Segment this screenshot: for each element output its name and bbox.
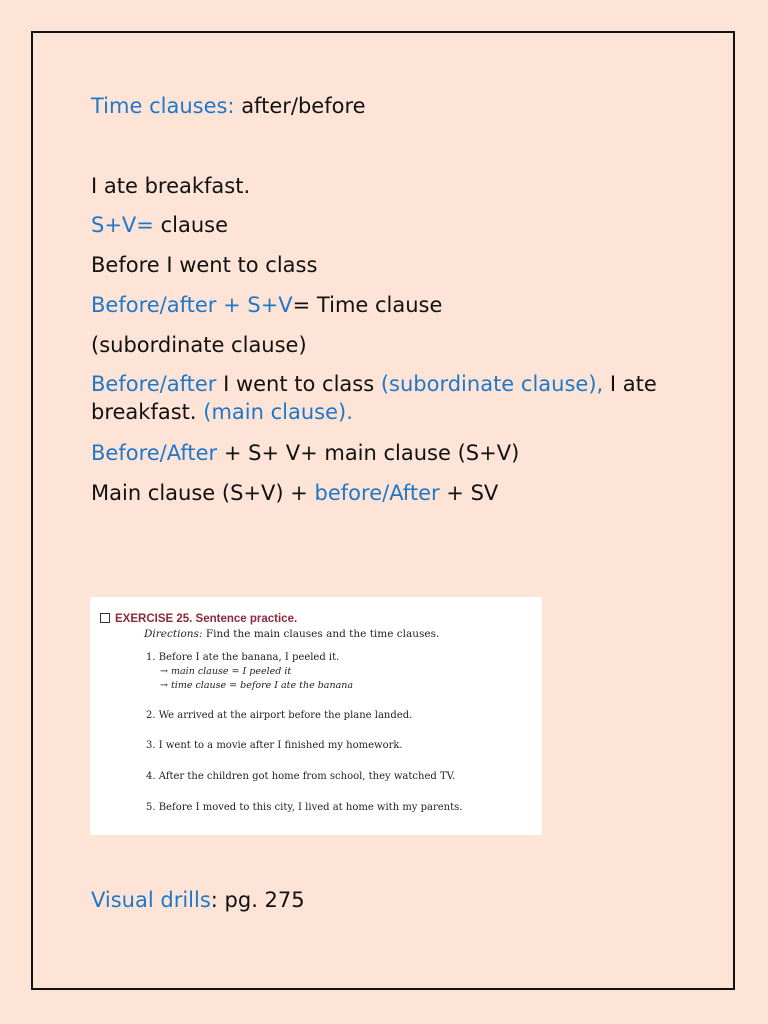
time-clause-formula: Before/after + S+V [91,293,293,317]
example-connector: Before/after [91,372,217,396]
line-example-sentence [91,370,671,426]
exercise-item-2: 2. We arrived at the airport before the plane landed. [146,710,413,721]
sv-clause-text: clause [153,213,228,237]
line-main-clause-rule [91,479,498,507]
exercise-item-5: 5. Before I moved to this city, I lived at home with my parents. [146,802,463,813]
exercise-item-1-time: → time clause = before I ate the banana [160,680,354,691]
heading [91,92,366,120]
heading-label: Time clauses: [91,94,235,118]
exercise-title: EXERCISE 25. Sentence practice. [100,613,297,625]
example-sub-text: I went to class [216,372,381,396]
example-main-label: (main clause). [203,400,353,424]
rule2-connector: before/After [314,481,440,505]
checkbox-icon [100,613,110,623]
exercise-item-4: 4. After the children got home from school, they watched TV. [146,771,456,782]
exercise-item-1: 1. Before I ate the banana, I peeled it. [146,652,340,663]
exercise-item-3: 3. I went to a movie after I finished my homework. [146,740,403,751]
footer-visual-drills [91,886,305,914]
line-before-after-rule [91,439,519,467]
exercise-directions: Directions: Find the main clauses and the time clauses. [144,628,440,640]
exercise-item-1-main: → main clause = I peeled it [160,666,292,677]
footer-label: Visual drills [91,888,211,912]
example-sub-label: (subordinate clause), [380,372,604,396]
sv-formula: S+V= [91,213,154,237]
rule1-text: + S+ V+ main clause (S+V) [217,441,520,465]
line-breakfast: I ate breakfast. [91,174,251,198]
heading-value: after/before [234,94,366,118]
example-main-text: I ate breakfast. [91,372,657,424]
footer-value: : pg. 275 [210,888,305,912]
rule2-end: + SV [439,481,499,505]
time-clause-text: = Time clause [292,293,443,317]
line-time-clause [91,291,442,319]
rule1-connector: Before/After [91,441,218,465]
rule2-start: Main clause (S+V) + [91,481,315,505]
line-subordinate: (subordinate clause) [91,333,307,357]
line-sv-clause [91,211,228,239]
exercise-image [90,597,542,835]
line-before-class: Before I went to class [91,253,318,277]
